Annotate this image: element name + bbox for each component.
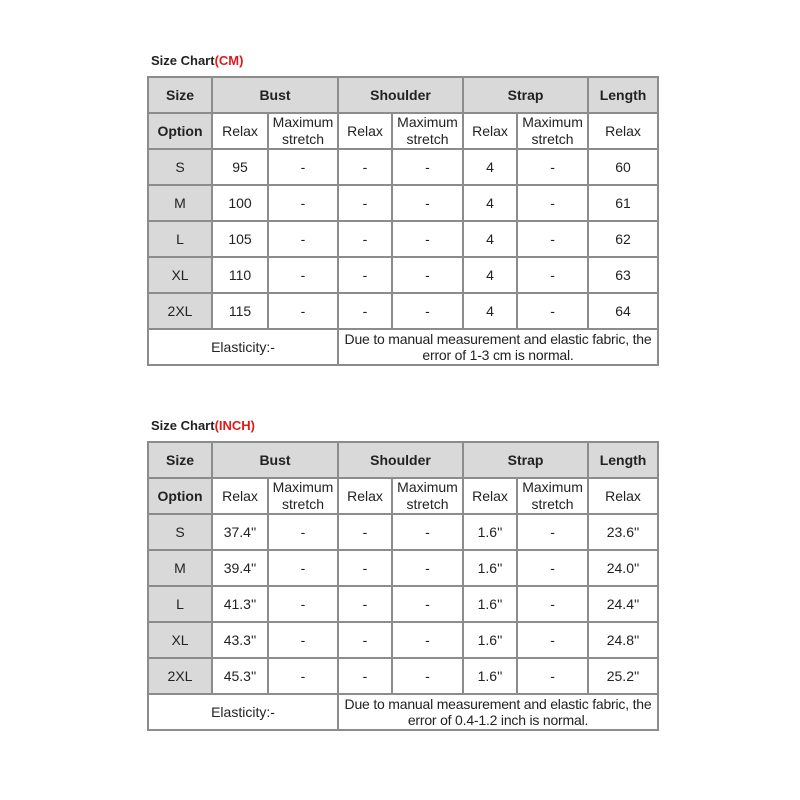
bust-max-stretch-value: - [268,622,338,658]
strap-relax-value: 4 [463,185,517,221]
length-relax-value: 24.8'' [588,622,658,658]
size-label: 2XL [148,658,212,694]
shoulder-relax-value: - [338,550,392,586]
header-option: Option [148,113,212,149]
bust-relax-value: 37.4'' [212,514,268,550]
size-label: S [148,149,212,185]
size-label: M [148,550,212,586]
bust-relax-value: 110 [212,257,268,293]
shoulder-relax-value: - [338,221,392,257]
header-shoulder: Shoulder [338,77,463,113]
shoulder-max-stretch-value: - [392,221,463,257]
bust-max-stretch-value: - [268,658,338,694]
table-row [148,185,658,221]
measurement-note: Due to manual measurement and elastic fabric, the error of 0.4-1.2 inch is normal. [338,694,658,730]
length-relax-value: 64 [588,293,658,329]
strap-max-stretch-value: - [517,257,588,293]
subheader-bust-relax: Relax [212,113,268,149]
size-label: XL [148,622,212,658]
table-row [148,149,658,185]
strap-max-stretch-value: - [517,149,588,185]
strap-max-stretch-value: - [517,550,588,586]
size-chart-inch [147,417,659,731]
header-row-top [148,77,658,113]
header-bust: Bust [212,77,338,113]
elasticity-label: Elasticity:- [148,694,338,730]
table-row [148,550,658,586]
strap-relax-value: 4 [463,149,517,185]
shoulder-max-stretch-value: - [392,514,463,550]
bust-relax-value: 43.3'' [212,622,268,658]
subheader-strap-relax: Relax [463,478,517,514]
shoulder-max-stretch-value: - [392,257,463,293]
header-strap: Strap [463,77,588,113]
strap-max-stretch-value: - [517,586,588,622]
size-chart-cm [147,52,659,366]
shoulder-max-stretch-value: - [392,586,463,622]
strap-relax-value: 1.6'' [463,586,517,622]
bust-relax-value: 39.4'' [212,550,268,586]
chart-title-text: Size Chart [151,53,215,68]
subheader-shoulder-max-stretch: Maximum stretch [392,113,463,149]
shoulder-max-stretch-value: - [392,550,463,586]
table-row [148,221,658,257]
subheader-length-relax: Relax [588,478,658,514]
strap-max-stretch-value: - [517,658,588,694]
bust-relax-value: 100 [212,185,268,221]
bust-relax-value: 115 [212,293,268,329]
subheader-strap-max-stretch: Maximum stretch [517,113,588,149]
elasticity-label: Elasticity:- [148,329,338,365]
bust-max-stretch-value: - [268,514,338,550]
header-option: Option [148,478,212,514]
strap-relax-value: 4 [463,221,517,257]
length-relax-value: 63 [588,257,658,293]
shoulder-max-stretch-value: - [392,622,463,658]
bust-relax-value: 41.3'' [212,586,268,622]
chart-title [151,52,659,70]
shoulder-max-stretch-value: - [392,293,463,329]
strap-max-stretch-value: - [517,622,588,658]
footer-row [148,694,658,730]
header-strap: Strap [463,442,588,478]
length-relax-value: 24.0'' [588,550,658,586]
table-row [148,622,658,658]
shoulder-relax-value: - [338,185,392,221]
subheader-strap-relax: Relax [463,113,517,149]
strap-max-stretch-value: - [517,221,588,257]
length-relax-value: 61 [588,185,658,221]
bust-max-stretch-value: - [268,257,338,293]
size-label: L [148,221,212,257]
shoulder-relax-value: - [338,586,392,622]
size-table [147,76,659,366]
footer-row [148,329,658,365]
table-row [148,514,658,550]
shoulder-max-stretch-value: - [392,149,463,185]
bust-max-stretch-value: - [268,293,338,329]
shoulder-relax-value: - [338,622,392,658]
strap-max-stretch-value: - [517,185,588,221]
size-label: XL [148,257,212,293]
header-size: Size [148,442,212,478]
subheader-bust-relax: Relax [212,478,268,514]
table-row [148,658,658,694]
strap-relax-value: 1.6'' [463,658,517,694]
header-bust: Bust [212,442,338,478]
bust-relax-value: 45.3'' [212,658,268,694]
bust-relax-value: 95 [212,149,268,185]
strap-max-stretch-value: - [517,293,588,329]
bust-max-stretch-value: - [268,185,338,221]
header-length: Length [588,442,658,478]
bust-max-stretch-value: - [268,221,338,257]
shoulder-relax-value: - [338,514,392,550]
shoulder-max-stretch-value: - [392,658,463,694]
length-relax-value: 23.6'' [588,514,658,550]
strap-relax-value: 4 [463,293,517,329]
header-row-sub [148,478,658,514]
shoulder-relax-value: - [338,658,392,694]
shoulder-relax-value: - [338,293,392,329]
subheader-length-relax: Relax [588,113,658,149]
size-label: M [148,185,212,221]
subheader-shoulder-relax: Relax [338,478,392,514]
strap-relax-value: 4 [463,257,517,293]
shoulder-max-stretch-value: - [392,185,463,221]
size-table [147,441,659,731]
length-relax-value: 24.4'' [588,586,658,622]
strap-relax-value: 1.6'' [463,514,517,550]
measurement-note: Due to manual measurement and elastic fabric, the error of 1-3 cm is normal. [338,329,658,365]
chart-title-unit: (CM) [214,53,244,68]
length-relax-value: 60 [588,149,658,185]
strap-relax-value: 1.6'' [463,622,517,658]
subheader-shoulder-relax: Relax [338,113,392,149]
header-size: Size [148,77,212,113]
header-length: Length [588,77,658,113]
table-row [148,586,658,622]
shoulder-relax-value: - [338,149,392,185]
bust-max-stretch-value: - [268,586,338,622]
bust-relax-value: 105 [212,221,268,257]
chart-title [151,417,659,435]
size-label: 2XL [148,293,212,329]
strap-max-stretch-value: - [517,514,588,550]
header-shoulder: Shoulder [338,442,463,478]
bust-max-stretch-value: - [268,550,338,586]
table-row [148,257,658,293]
table-row [148,293,658,329]
size-label: S [148,514,212,550]
strap-relax-value: 1.6'' [463,550,517,586]
size-label: L [148,586,212,622]
bust-max-stretch-value: - [268,149,338,185]
subheader-bust-max-stretch: Maximum stretch [268,113,338,149]
chart-title-unit: (INCH) [214,418,256,433]
shoulder-relax-value: - [338,257,392,293]
header-row-sub [148,113,658,149]
subheader-strap-max-stretch: Maximum stretch [517,478,588,514]
length-relax-value: 25.2'' [588,658,658,694]
subheader-shoulder-max-stretch: Maximum stretch [392,478,463,514]
length-relax-value: 62 [588,221,658,257]
subheader-bust-max-stretch: Maximum stretch [268,478,338,514]
chart-title-text: Size Chart [151,418,215,433]
header-row-top [148,442,658,478]
